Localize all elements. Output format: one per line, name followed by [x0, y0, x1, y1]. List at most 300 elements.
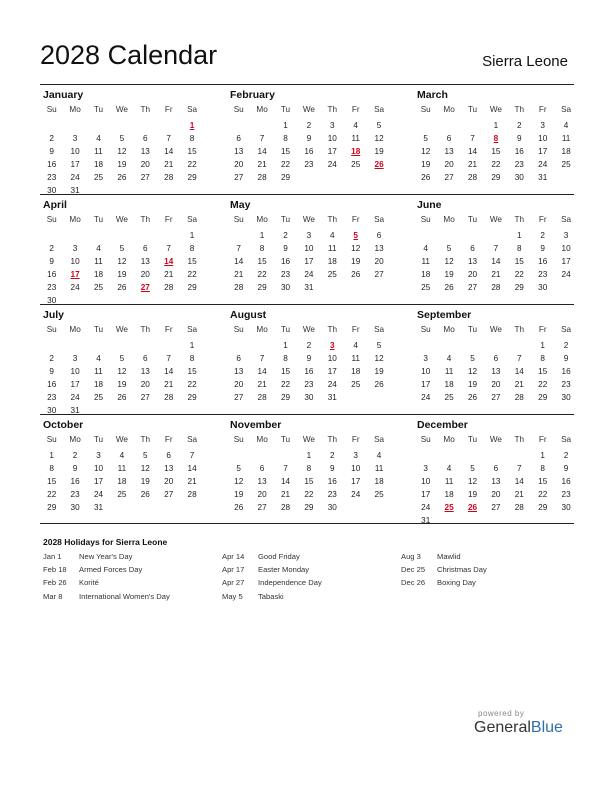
holiday-name: International Women's Day	[79, 591, 170, 601]
day-cell: 24	[327, 160, 337, 169]
day-cell: 16	[304, 147, 314, 156]
day-cell: 5	[470, 354, 475, 363]
day-cell: 5	[119, 354, 125, 363]
weekday-header: Tu	[467, 325, 478, 334]
day-cell: 27	[164, 490, 174, 499]
day-cell: 19	[421, 160, 431, 169]
day-cell: 20	[234, 160, 244, 169]
day-cell: 6	[376, 231, 382, 240]
day-cell: 23	[47, 283, 57, 292]
day-cell: 16	[538, 257, 548, 266]
day-cell: 6	[236, 134, 241, 143]
day-cell: 27	[467, 283, 478, 292]
day-cell: 8	[540, 464, 545, 473]
day-cell: 25	[444, 393, 454, 402]
day-cell: 3	[540, 121, 545, 130]
day-cell: 24	[93, 490, 104, 499]
day-cell: 11	[444, 477, 454, 486]
day-cell: 22	[257, 270, 267, 279]
weekday-header: Sa	[374, 105, 385, 114]
day-cell: 9	[49, 367, 54, 376]
day-cell: 7	[470, 134, 475, 143]
holiday-date: Dec 26	[401, 578, 426, 588]
month-name: August	[230, 309, 267, 321]
weekday-header: Fr	[164, 215, 173, 224]
holiday-name: Christmas Day	[437, 565, 487, 575]
day-cell: 5	[376, 121, 382, 130]
day-cell: 19	[351, 257, 361, 266]
day-cell: 27	[234, 173, 244, 182]
day-cell: 25	[117, 490, 127, 499]
day-cell: 2	[49, 354, 54, 363]
weekday-header: We	[115, 325, 128, 334]
day-cell: 31	[70, 406, 80, 415]
day-cell: 1	[259, 231, 265, 240]
day-cell: 17	[70, 380, 80, 389]
day-cell: 18	[93, 270, 104, 279]
day-cell: 20	[257, 490, 267, 499]
day-cell: 19	[140, 477, 150, 486]
day-cell: 16	[561, 477, 571, 486]
holiday-day-cell: 5	[353, 231, 358, 240]
day-cell: 9	[283, 244, 288, 253]
weekday-header: Mo	[69, 435, 81, 444]
day-cell: 13	[164, 464, 174, 473]
day-cell: 12	[467, 477, 478, 486]
day-cell: 19	[117, 270, 127, 279]
day-cell: 16	[47, 380, 57, 389]
day-cell: 30	[280, 283, 291, 292]
day-cell: 10	[93, 464, 104, 473]
month-row	[40, 84, 574, 194]
day-cell: 8	[49, 464, 54, 473]
holiday-day-cell: 1	[189, 121, 195, 130]
holiday-date: Apr 17	[222, 565, 245, 575]
day-cell: 12	[117, 367, 127, 376]
holiday-name: Armed Forces Day	[79, 565, 143, 575]
day-cell: 8	[306, 464, 312, 473]
weekday-header: Sa	[187, 435, 198, 444]
day-cell: 12	[117, 257, 127, 266]
day-cell: 29	[491, 173, 501, 182]
day-cell: 14	[514, 367, 524, 376]
day-cell: 28	[514, 393, 524, 402]
day-cell: 28	[234, 283, 244, 292]
day-cell: 22	[47, 490, 57, 499]
day-cell: 19	[467, 380, 478, 389]
weekday-header: Mo	[443, 325, 455, 334]
day-cell: 25	[351, 380, 361, 389]
day-cell: 13	[140, 367, 150, 376]
day-cell: 29	[47, 503, 57, 512]
day-cell: 14	[164, 367, 174, 376]
day-cell: 12	[234, 477, 244, 486]
day-cell: 6	[143, 134, 148, 143]
day-cell: 11	[94, 367, 103, 376]
holidays-column	[222, 552, 412, 605]
day-cell: 13	[444, 147, 454, 156]
day-cell: 13	[467, 257, 478, 266]
day-cell: 6	[236, 354, 241, 363]
day-cell: 11	[421, 257, 430, 266]
holiday-day-cell: 3	[330, 341, 335, 350]
day-cell: 12	[140, 464, 150, 473]
weekday-header: Sa	[561, 215, 572, 224]
weekday-header: We	[489, 215, 502, 224]
day-cell: 23	[47, 393, 57, 402]
day-cell: 15	[187, 147, 197, 156]
day-cell: 8	[189, 244, 195, 253]
day-cell: 2	[540, 231, 545, 240]
day-cell: 27	[140, 173, 150, 182]
weekday-header: Su	[420, 215, 431, 224]
holiday-day-cell: 25	[444, 503, 454, 512]
day-cell: 2	[306, 341, 312, 350]
day-cell: 10	[70, 257, 80, 266]
day-cell: 27	[257, 503, 267, 512]
day-cell: 21	[514, 490, 524, 499]
holiday-day-cell: 17	[70, 270, 80, 279]
day-cell: 3	[72, 354, 78, 363]
month-name: February	[230, 89, 275, 101]
month-name: May	[230, 199, 251, 211]
day-cell: 18	[374, 477, 384, 486]
weekday-header: Su	[233, 105, 244, 114]
day-cell: 8	[517, 244, 522, 253]
weekday-header: Su	[233, 435, 244, 444]
day-cell: 17	[327, 367, 337, 376]
holiday-item	[43, 552, 233, 565]
day-cell: 6	[446, 134, 452, 143]
month-february	[227, 85, 389, 195]
day-cell: 3	[563, 231, 569, 240]
day-cell: 7	[259, 354, 265, 363]
day-cell: 1	[540, 341, 545, 350]
month-name: July	[43, 309, 65, 321]
day-cell: 17	[70, 160, 80, 169]
weekday-header: Mo	[256, 215, 268, 224]
weekday-header: Tu	[93, 435, 104, 444]
holiday-item	[401, 578, 591, 591]
day-cell: 17	[351, 477, 361, 486]
holiday-item	[43, 565, 233, 578]
day-cell: 29	[187, 393, 197, 402]
day-cell: 11	[117, 464, 127, 473]
day-cell: 22	[187, 380, 197, 389]
powered-by-text: powered by	[478, 709, 525, 718]
holiday-day-cell: 18	[351, 147, 361, 156]
day-cell: 26	[234, 503, 244, 512]
day-cell: 9	[49, 147, 54, 156]
day-cell: 5	[236, 464, 241, 473]
day-cell: 9	[306, 354, 312, 363]
day-cell: 11	[328, 244, 337, 253]
weekday-header: We	[302, 105, 315, 114]
day-cell: 27	[491, 393, 501, 402]
day-cell: 16	[47, 270, 57, 279]
holiday-name: Boxing Day	[437, 578, 476, 588]
day-cell: 2	[49, 244, 54, 253]
month-august	[227, 305, 389, 415]
day-cell: 9	[563, 354, 569, 363]
day-cell: 11	[94, 257, 103, 266]
day-cell: 6	[166, 451, 171, 460]
month-name: November	[230, 419, 282, 431]
day-cell: 5	[376, 341, 382, 350]
day-cell: 31	[327, 393, 337, 402]
day-cell: 21	[467, 160, 478, 169]
day-cell: 26	[351, 270, 361, 279]
day-cell: 12	[374, 354, 384, 363]
weekday-header: Tu	[280, 215, 291, 224]
day-cell: 29	[257, 283, 267, 292]
holiday-item	[222, 565, 412, 578]
weekday-header: Fr	[351, 215, 360, 224]
day-cell: 16	[561, 367, 571, 376]
day-cell: 17	[561, 257, 571, 266]
day-cell: 3	[96, 451, 101, 460]
brand-part-blue: Blue	[530, 719, 563, 736]
day-cell: 23	[304, 160, 314, 169]
weekday-header: Sa	[187, 105, 198, 114]
day-cell: 28	[164, 173, 174, 182]
day-cell: 13	[234, 367, 244, 376]
day-cell: 6	[143, 354, 148, 363]
day-cell: 13	[234, 147, 244, 156]
day-cell: 19	[374, 147, 384, 156]
day-cell: 26	[117, 393, 127, 402]
weekday-header: Fr	[538, 435, 547, 444]
weekday-header: Sa	[561, 435, 572, 444]
day-cell: 15	[491, 147, 501, 156]
day-cell: 25	[93, 393, 104, 402]
day-cell: 31	[538, 173, 548, 182]
weekday-header: Mo	[256, 325, 268, 334]
day-cell: 26	[117, 283, 127, 292]
holiday-date: Feb 26	[43, 578, 67, 588]
weekday-header: Th	[327, 435, 338, 444]
day-cell: 12	[351, 244, 361, 253]
weekday-header: Su	[46, 105, 57, 114]
weekday-header: Su	[46, 325, 57, 334]
day-cell: 9	[517, 134, 522, 143]
day-cell: 29	[514, 283, 524, 292]
day-cell: 11	[351, 354, 360, 363]
weekday-header: We	[302, 215, 315, 224]
day-cell: 20	[444, 160, 454, 169]
day-cell: 29	[280, 393, 291, 402]
day-cell: 19	[374, 367, 384, 376]
weekday-header: Th	[514, 215, 525, 224]
day-cell: 23	[70, 490, 80, 499]
weekday-header: Sa	[374, 215, 385, 224]
day-cell: 27	[374, 270, 384, 279]
day-cell: 25	[421, 283, 431, 292]
day-cell: 15	[304, 477, 314, 486]
day-cell: 28	[164, 283, 174, 292]
weekday-header: Tu	[467, 435, 478, 444]
weekday-header: We	[115, 435, 128, 444]
weekday-header: Th	[140, 325, 151, 334]
day-cell: 16	[280, 257, 291, 266]
holiday-date: Apr 14	[222, 552, 245, 561]
day-cell: 30	[561, 503, 571, 512]
month-row	[40, 304, 574, 414]
weekday-header: Sa	[187, 215, 198, 224]
month-october	[40, 415, 202, 525]
holiday-item	[401, 565, 591, 578]
day-cell: 4	[563, 121, 569, 130]
day-cell: 29	[538, 503, 548, 512]
day-cell: 15	[257, 257, 267, 266]
day-cell: 1	[517, 231, 522, 240]
holiday-item	[401, 552, 591, 565]
day-cell: 7	[166, 134, 171, 143]
day-cell: 30	[47, 186, 57, 195]
day-cell: 2	[306, 121, 312, 130]
weekday-header: Th	[140, 435, 151, 444]
month-may	[227, 195, 389, 305]
day-cell: 6	[493, 464, 499, 473]
day-cell: 2	[49, 134, 54, 143]
day-cell: 30	[70, 503, 80, 512]
day-cell: 7	[236, 244, 241, 253]
day-cell: 3	[72, 134, 78, 143]
weekday-header: We	[115, 105, 128, 114]
weekday-header: Mo	[69, 105, 81, 114]
day-cell: 14	[280, 477, 291, 486]
day-cell: 23	[538, 270, 548, 279]
holiday-date: Dec 25	[401, 565, 426, 575]
day-cell: 20	[374, 257, 384, 266]
month-row	[40, 414, 574, 524]
day-cell: 5	[119, 244, 125, 253]
day-cell: 8	[540, 354, 545, 363]
brand-logo[interactable]	[474, 719, 563, 737]
day-cell: 18	[561, 147, 571, 156]
holidays-column	[43, 552, 233, 605]
weekday-header: Th	[140, 105, 151, 114]
day-cell: 27	[140, 393, 150, 402]
holiday-day-cell: 8	[493, 134, 499, 143]
weekday-header: Su	[46, 215, 57, 224]
day-cell: 9	[72, 464, 78, 473]
day-cell: 21	[164, 380, 174, 389]
day-cell: 16	[70, 477, 80, 486]
holiday-item	[222, 578, 412, 591]
day-cell: 3	[330, 121, 335, 130]
weekday-header: Sa	[374, 325, 385, 334]
day-cell: 28	[257, 393, 267, 402]
day-cell: 19	[117, 380, 127, 389]
day-cell: 18	[117, 477, 127, 486]
holiday-name: Tabaski	[258, 591, 284, 601]
month-name: September	[417, 309, 472, 321]
day-cell: 18	[444, 380, 454, 389]
day-cell: 8	[259, 244, 265, 253]
day-cell: 10	[421, 477, 431, 486]
day-cell: 16	[47, 160, 57, 169]
weekday-header: Th	[514, 105, 525, 114]
weekday-header: Tu	[93, 105, 104, 114]
day-cell: 26	[444, 283, 454, 292]
day-cell: 28	[491, 283, 501, 292]
day-cell: 14	[257, 147, 267, 156]
day-cell: 20	[140, 270, 150, 279]
weekday-header: Mo	[443, 105, 455, 114]
day-cell: 1	[493, 121, 499, 130]
day-cell: 7	[493, 244, 499, 253]
weekday-header: Fr	[538, 105, 547, 114]
day-cell: 1	[49, 451, 54, 460]
day-cell: 6	[493, 354, 499, 363]
holiday-item	[222, 552, 412, 565]
day-cell: 24	[327, 380, 337, 389]
month-name: June	[417, 199, 442, 211]
day-cell: 9	[49, 257, 54, 266]
day-cell: 5	[470, 464, 475, 473]
day-cell: 18	[327, 257, 337, 266]
day-cell: 31	[421, 516, 431, 525]
day-cell: 1	[540, 451, 545, 460]
day-cell: 10	[327, 134, 337, 143]
day-cell: 19	[234, 490, 244, 499]
day-cell: 1	[189, 341, 195, 350]
day-cell: 5	[423, 134, 428, 143]
weekday-header: Sa	[374, 435, 385, 444]
day-cell: 20	[140, 160, 150, 169]
holiday-item	[43, 578, 233, 591]
day-cell: 24	[70, 173, 80, 182]
day-cell: 13	[491, 477, 501, 486]
day-cell: 21	[187, 477, 197, 486]
day-cell: 2	[563, 341, 569, 350]
day-cell: 6	[259, 464, 265, 473]
day-cell: 26	[374, 380, 384, 389]
day-cell: 9	[563, 464, 569, 473]
day-cell: 4	[96, 354, 101, 363]
holiday-date: Aug 3	[401, 552, 421, 561]
weekday-header: Tu	[93, 325, 104, 334]
day-cell: 20	[140, 380, 150, 389]
day-cell: 22	[280, 380, 291, 389]
weekday-header: Th	[327, 215, 338, 224]
day-cell: 4	[423, 244, 428, 253]
day-cell: 18	[444, 490, 454, 499]
calendar-grid	[40, 84, 574, 524]
day-cell: 7	[166, 244, 171, 253]
day-cell: 12	[374, 134, 384, 143]
day-cell: 13	[140, 147, 150, 156]
day-cell: 3	[353, 451, 358, 460]
weekday-header: We	[489, 105, 502, 114]
day-cell: 11	[94, 147, 103, 156]
day-cell: 17	[304, 257, 314, 266]
day-cell: 23	[514, 160, 524, 169]
day-cell: 8	[283, 354, 288, 363]
holiday-day-cell: 14	[164, 257, 174, 266]
weekday-header: We	[302, 435, 315, 444]
day-cell: 30	[514, 173, 524, 182]
holiday-date: Mar 8	[43, 591, 63, 601]
weekday-header: Mo	[256, 435, 268, 444]
weekday-header: Tu	[280, 325, 291, 334]
day-cell: 7	[189, 451, 195, 460]
day-cell: 24	[70, 393, 80, 402]
day-cell: 25	[561, 160, 571, 169]
day-cell: 22	[491, 160, 501, 169]
day-cell: 29	[187, 173, 197, 182]
